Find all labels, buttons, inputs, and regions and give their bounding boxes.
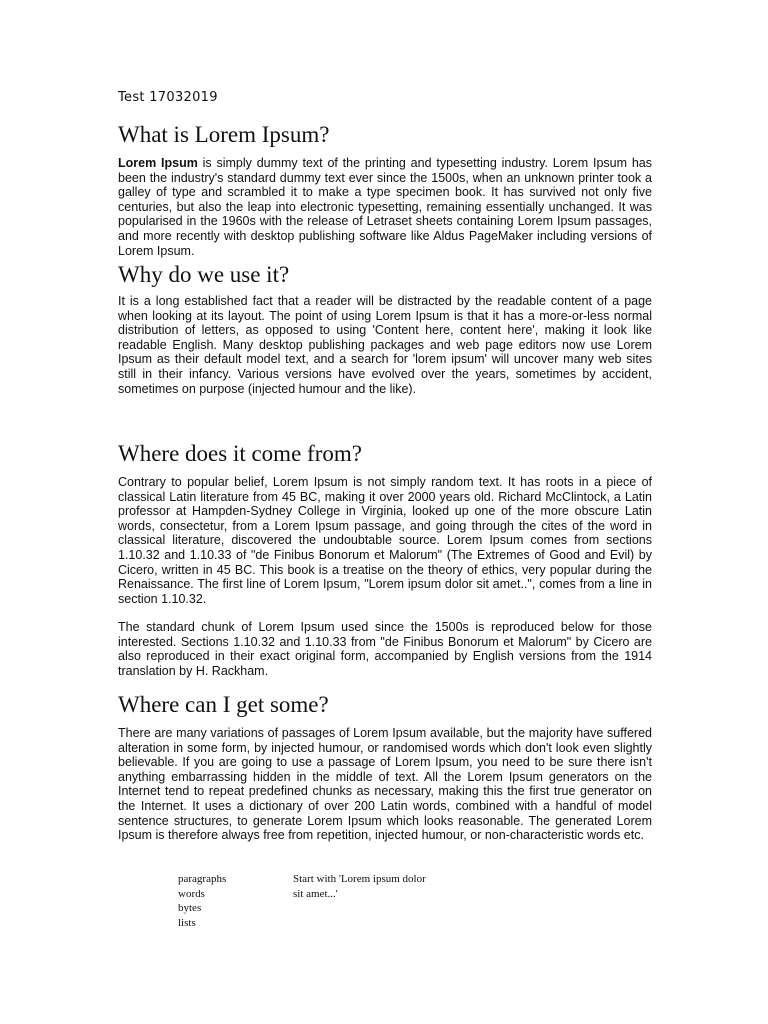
paragraph-what-is <box>118 156 652 258</box>
paragraph-standard-chunk: The standard chunk of Lorem Ipsum used since the 1500s is reproduced below for those interested. Sections 1.10.32 and 1.10.33 from "de Finibus Bonorum et Malorum" by Cicero are also reproduced in their exact original form, accompanied by English versions from the 1914 translation by H. Rackham. <box>118 620 652 678</box>
heading-where-get: Where can I get some? <box>118 692 329 717</box>
paragraph-where-get: There are many variations of passages of Lorem Ipsum available, but the majority have suffered alteration in some form, by injected humour, or randomised words which don't look even slightly believable. If you are going to use a passage of Lorem Ipsum, you need to be sure there isn't anything embarrassing hidden in the middle of text. All the Lorem Ipsum generators on the Internet tend to repeat predefined chunks as necessary, making this the first true generator on the Internet. It uses a dictionary of over 200 Latin words, combined with a handful of model sentence structures, to generate Lorem Ipsum which looks reasonable. The generated Lorem Ipsum is therefore always free from repetition, injected humour, or non-characteristic words etc. <box>118 726 652 843</box>
heading-where-from: Where does it come from? <box>118 441 362 466</box>
heading-what-is: What is Lorem Ipsum? <box>118 122 330 147</box>
option-paragraphs[interactable]: paragraphs <box>178 873 227 885</box>
heading-why-use: Why do we use it? <box>118 262 290 287</box>
generator-options <box>178 872 226 930</box>
start-with-checkbox-label[interactable]: Start with 'Lorem ipsum dolor sit amet...' <box>293 873 426 900</box>
paragraph-what-is-body: is simply dummy text of the printing and typesetting industry. Lorem Ipsum has been the industry's standard dummy text ever since the 1500s, when an unknown printer took a galley of type and scrambled it to make a type specimen book. It has survived not only five centuries, but also the leap into electronic typesetting, remaining essentially unchanged. It was popularised in the 1960s with the release of Letraset sheets containing Lorem Ipsum passages, and more recently with desktop publishing software like Aldus PageMaker including versions of Lorem Ipsum. <box>118 156 652 258</box>
option-words[interactable]: words <box>178 887 205 900</box>
paragraph-why-use: It is a long established fact that a reader will be distracted by the readable content of a page when looking at its layout. The point of using Lorem Ipsum is that it has a more-or-less normal distribution of letters, as opposed to using 'Content here, content here', making it look like readable English. Many desktop publishing packages and web page editors now use Lorem Ipsum as their default model text, and a search for 'lorem ipsum' will uncover many web sites still in their infancy. Various versions have evolved over the years, sometimes by accident, sometimes on purpose (injected humour and the like). <box>118 294 652 396</box>
option-lists[interactable]: lists <box>178 916 196 929</box>
option-bytes[interactable]: bytes <box>178 902 202 914</box>
lead-term: Lorem Ipsum <box>118 156 198 170</box>
paragraph-where-from: Contrary to popular belief, Lorem Ipsum is not simply random text. It has roots in a piece of classical Latin literature from 45 BC, making it over 2000 years old. Richard McClintock, a Latin professor at Hampden-Sydney College in Virginia, looked up one of the more obscure Latin words, consectetur, from a Lorem Ipsum passage, and going through the cites of the word in classical literature, discovered the undoubtable source. Lorem Ipsum comes from sections 1.10.32 and 1.10.33 of "de Finibus Bonorum et Malorum" (The Extremes of Good and Evil) by Cicero, written in 45 BC. This book is a treatise on the theory of ethics, very popular during the Renaissance. The first line of Lorem Ipsum, "Lorem ipsum dolor sit amet..", comes from a line in section 1.10.32. <box>118 475 652 606</box>
document-label: Test 17032019 <box>118 90 218 105</box>
